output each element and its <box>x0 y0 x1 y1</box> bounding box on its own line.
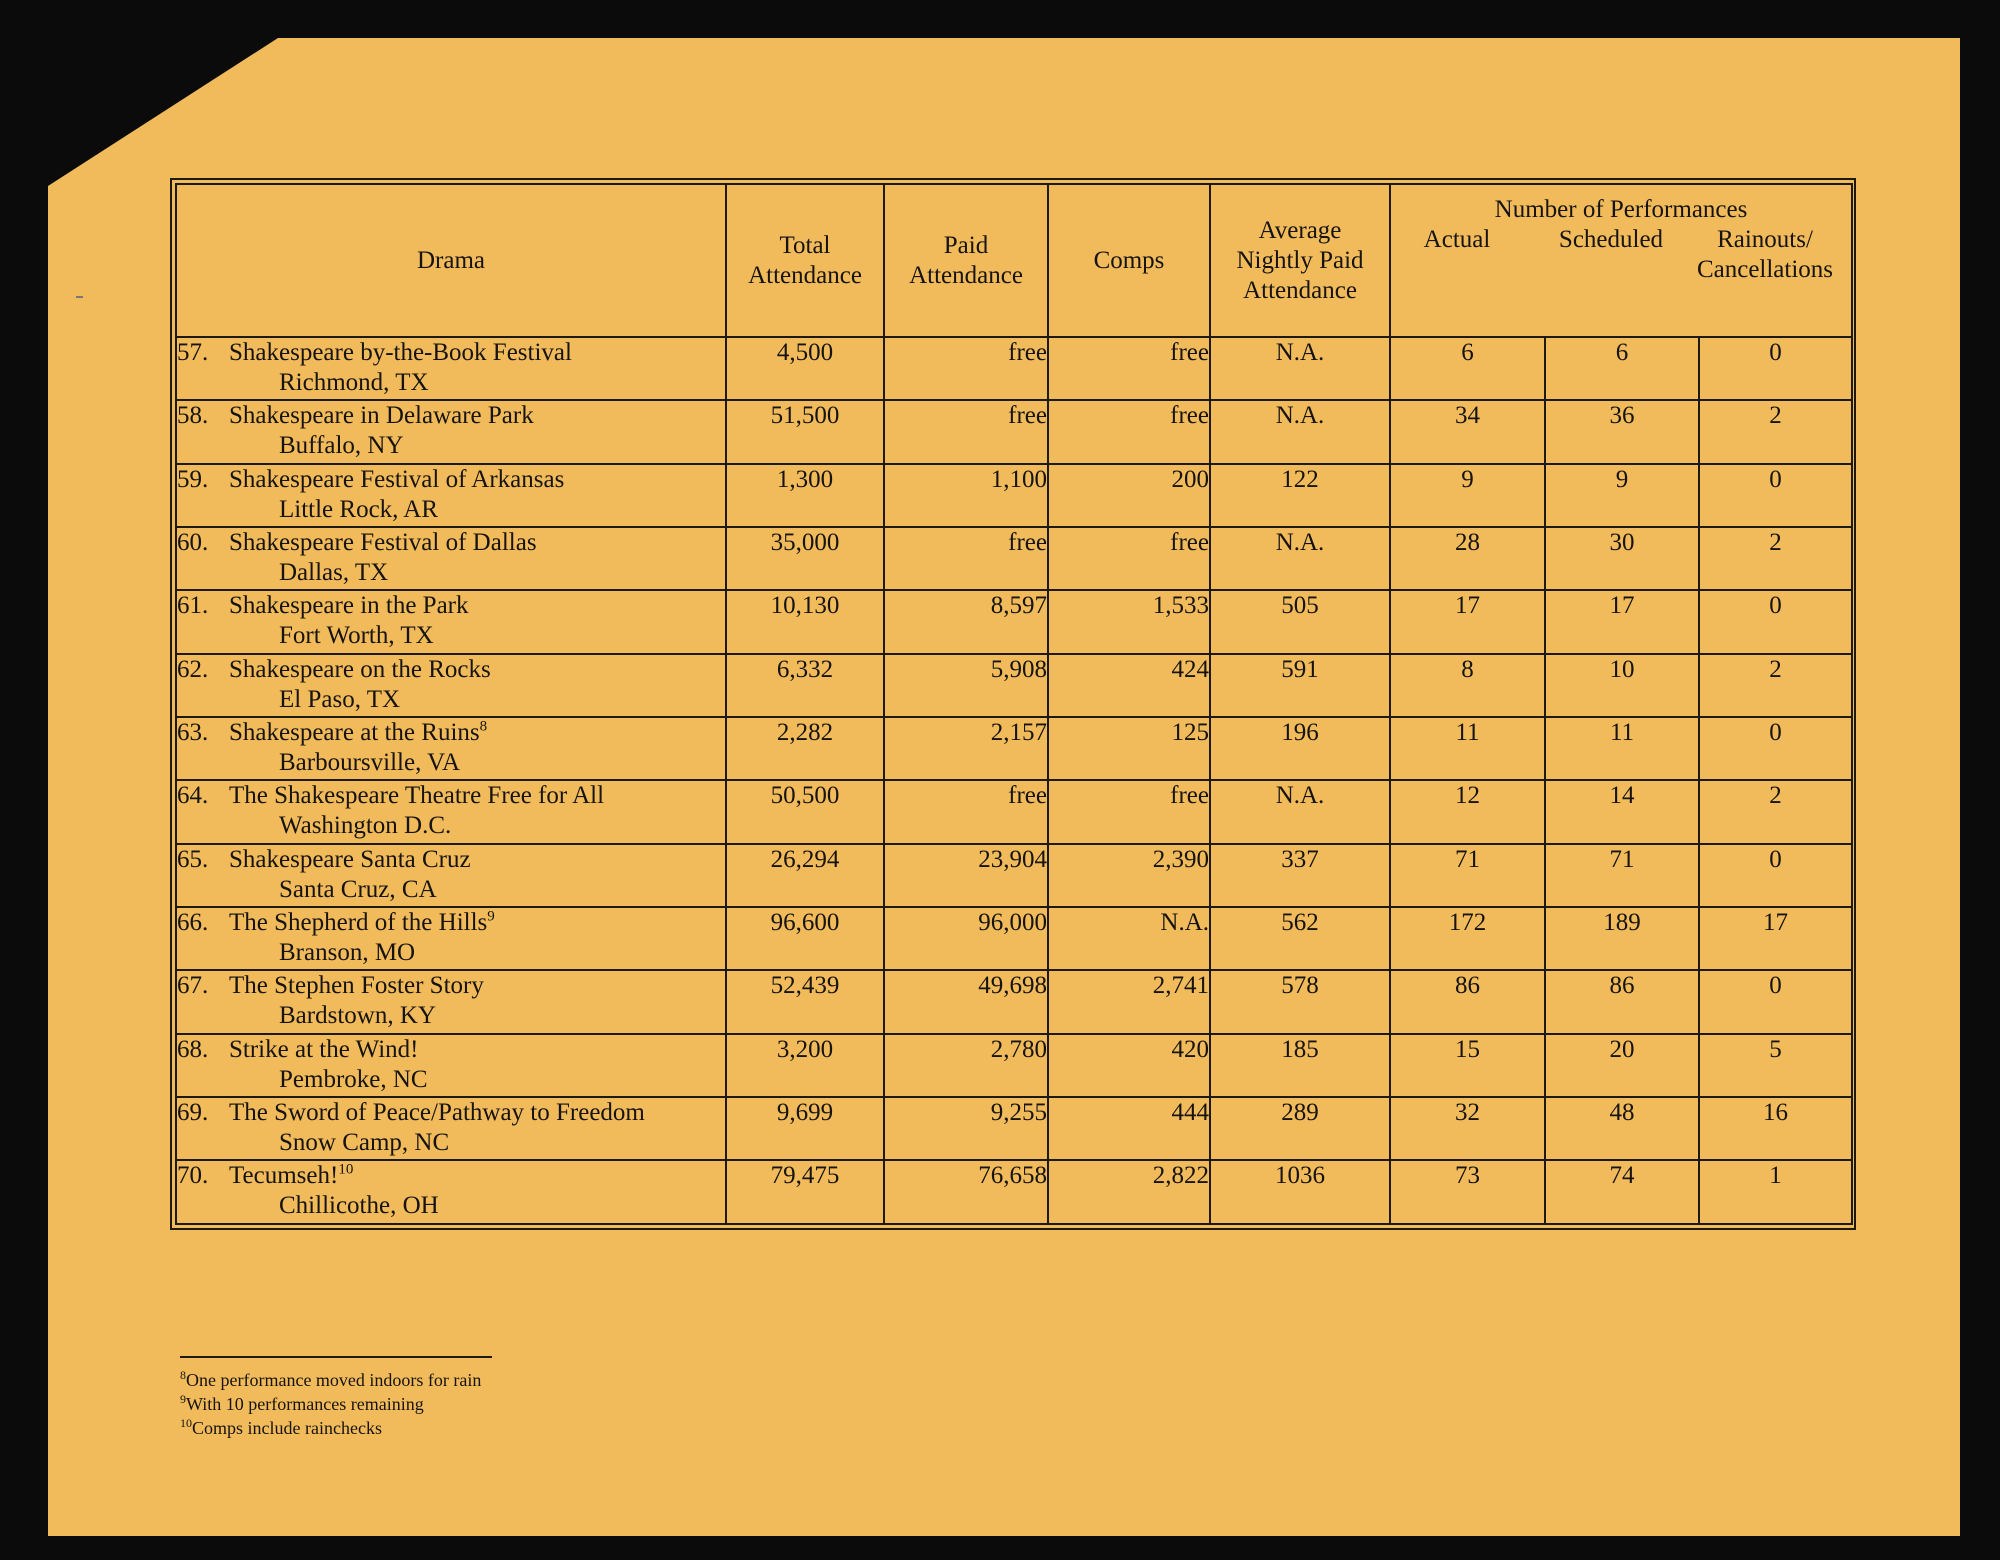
cell-actual: 32 <box>1390 1097 1545 1160</box>
row-number: 62. <box>177 655 209 683</box>
table-row <box>176 907 1852 970</box>
cell-comps: 424 <box>1048 654 1210 717</box>
drama-location: Bardstown, KY <box>279 1002 436 1030</box>
cell-scheduled: 10 <box>1545 654 1699 717</box>
cell-total-attendance: 6,332 <box>726 654 884 717</box>
cell-total-attendance: 26,294 <box>726 844 884 907</box>
cell-paid-attendance: 9,255 <box>884 1097 1048 1160</box>
cell-drama <box>176 654 726 717</box>
row-number: 57. <box>177 339 209 366</box>
cell-average-nightly: 337 <box>1210 844 1390 907</box>
cell-actual: 11 <box>1390 717 1545 780</box>
table-row <box>176 717 1852 780</box>
table-row <box>176 844 1852 907</box>
header-comps: Comps <box>1048 184 1210 337</box>
cell-total-attendance: 9,699 <box>726 1097 884 1160</box>
footnote-9: $^9$With 10 performances remaining <box>180 1392 424 1414</box>
cell-average-nightly: N.A. <box>1210 780 1390 843</box>
table-body <box>176 337 1852 1224</box>
cell-comps: N.A. <box>1048 907 1210 970</box>
cell-total-attendance: 52,439 <box>726 970 884 1033</box>
table-row <box>176 1160 1852 1224</box>
scan-mark <box>76 296 83 298</box>
row-number: 58. <box>177 402 209 430</box>
cell-drama <box>176 590 726 653</box>
drama-name: Shakespeare in Delaware Park <box>229 402 534 430</box>
cell-scheduled: 71 <box>1545 844 1699 907</box>
cell-paid-attendance: 76,658 <box>884 1160 1048 1224</box>
cell-rainouts: 16 <box>1699 1097 1852 1160</box>
table-row <box>176 464 1852 527</box>
cell-drama <box>176 400 726 463</box>
drama-name: The Stephen Foster Story <box>229 972 484 1000</box>
cell-drama <box>176 844 726 907</box>
table-row <box>176 590 1852 653</box>
cell-actual: 172 <box>1390 907 1545 970</box>
cell-average-nightly: 122 <box>1210 464 1390 527</box>
row-number: 67. <box>177 972 209 1000</box>
cell-average-nightly: N.A. <box>1210 527 1390 590</box>
cell-actual: 17 <box>1390 590 1545 653</box>
row-number: 60. <box>177 529 209 557</box>
cell-paid-attendance: free <box>884 780 1048 843</box>
cell-drama <box>176 1160 726 1224</box>
cell-paid-attendance: 1,100 <box>884 464 1048 527</box>
cell-scheduled: 48 <box>1545 1097 1699 1160</box>
drama-location: Buffalo, NY <box>279 432 404 460</box>
cell-total-attendance: 96,600 <box>726 907 884 970</box>
cell-rainouts: 0 <box>1699 590 1852 653</box>
cell-comps: free <box>1048 400 1210 463</box>
cell-rainouts: 0 <box>1699 337 1852 400</box>
cell-scheduled: 6 <box>1545 337 1699 400</box>
drama-name: The Shepherd of the Hills <box>229 909 488 937</box>
drama-location: Branson, MO <box>279 939 416 967</box>
cell-drama <box>176 337 726 400</box>
cell-drama <box>176 970 726 1033</box>
cell-rainouts: 0 <box>1699 970 1852 1033</box>
table-row <box>176 527 1852 590</box>
cell-total-attendance: 3,200 <box>726 1034 884 1097</box>
cell-total-attendance: 2,282 <box>726 717 884 780</box>
drama-name: Tecumseh! <box>229 1162 339 1190</box>
cell-rainouts: 17 <box>1699 907 1852 970</box>
cell-comps: 2,390 <box>1048 844 1210 907</box>
cell-scheduled: 74 <box>1545 1160 1699 1224</box>
cell-actual: 9 <box>1390 464 1545 527</box>
cell-rainouts: 2 <box>1699 654 1852 717</box>
cell-actual: 28 <box>1390 527 1545 590</box>
footnote-rule <box>180 1356 492 1358</box>
cell-scheduled: 20 <box>1545 1034 1699 1097</box>
cell-paid-attendance: 96,000 <box>884 907 1048 970</box>
drama-location: Barboursville, VA <box>279 749 461 777</box>
cell-drama <box>176 1097 726 1160</box>
cell-comps: 1,533 <box>1048 590 1210 653</box>
drama-name: Shakespeare Santa Cruz <box>229 845 471 873</box>
cell-total-attendance: 50,500 <box>726 780 884 843</box>
drama-location: El Paso, TX <box>279 685 401 713</box>
cell-total-attendance: 10,130 <box>726 590 884 653</box>
cell-comps: 200 <box>1048 464 1210 527</box>
performances-title: Number of Performances <box>1494 196 1748 223</box>
table-row <box>176 400 1852 463</box>
header-total-attendance: Total Attendance <box>726 184 884 337</box>
drama-name: Strike at the Wind! <box>229 1035 419 1063</box>
cell-actual: 12 <box>1390 780 1545 843</box>
drama-name: Shakespeare by-the-Book Festival <box>229 339 572 366</box>
cell-average-nightly: 185 <box>1210 1034 1390 1097</box>
drama-location: Pembroke, NC <box>279 1065 428 1093</box>
cell-average-nightly: 196 <box>1210 717 1390 780</box>
cell-drama <box>176 780 726 843</box>
cell-actual: 71 <box>1390 844 1545 907</box>
table-row <box>176 1034 1852 1097</box>
table-row <box>176 780 1852 843</box>
cell-comps: free <box>1048 527 1210 590</box>
cell-drama <box>176 527 726 590</box>
header-scheduled: Scheduled <box>1558 226 1664 253</box>
cell-total-attendance: 4,500 <box>726 337 884 400</box>
cell-paid-attendance: 8,597 <box>884 590 1048 653</box>
cell-actual: 15 <box>1390 1034 1545 1097</box>
cell-actual: 8 <box>1390 654 1545 717</box>
cell-drama <box>176 717 726 780</box>
attendance-table <box>175 183 1853 1225</box>
drama-name: Shakespeare Festival of Arkansas <box>229 465 565 493</box>
cell-paid-attendance: free <box>884 400 1048 463</box>
drama-location: Fort Worth, TX <box>279 622 434 650</box>
footnote-8: $^8$One performance moved indoors for rain <box>180 1368 482 1390</box>
attendance-table-frame <box>170 178 1856 1230</box>
drama-name: Shakespeare in the Park <box>229 592 469 620</box>
header-average-nightly: Average Nightly Paid Attendance <box>1210 184 1390 337</box>
header-drama: Drama <box>176 184 726 337</box>
cell-actual: 34 <box>1390 400 1545 463</box>
cell-scheduled: 9 <box>1545 464 1699 527</box>
table-row <box>176 654 1852 717</box>
footnotes <box>180 1368 481 1440</box>
cell-scheduled: 36 <box>1545 400 1699 463</box>
table-row <box>176 970 1852 1033</box>
cell-rainouts: 1 <box>1699 1160 1852 1224</box>
cell-comps: 2,822 <box>1048 1160 1210 1224</box>
drama-location: Snow Camp, NC <box>279 1129 450 1157</box>
cell-paid-attendance: 49,698 <box>884 970 1048 1033</box>
cell-paid-attendance: 5,908 <box>884 654 1048 717</box>
drama-name: The Shakespeare Theatre Free for All <box>229 782 605 810</box>
cell-scheduled: 86 <box>1545 970 1699 1033</box>
cell-drama <box>176 907 726 970</box>
cell-paid-attendance: 2,780 <box>884 1034 1048 1097</box>
cell-scheduled: 11 <box>1545 717 1699 780</box>
cell-paid-attendance: free <box>884 527 1048 590</box>
drama-location: Little Rock, AR <box>279 495 439 523</box>
row-number: 68. <box>177 1035 209 1063</box>
cell-comps: 2,741 <box>1048 970 1210 1033</box>
drama-location: Santa Cruz, CA <box>279 875 437 903</box>
row-number: 70. <box>177 1162 209 1190</box>
row-number: 65. <box>177 845 209 873</box>
cell-scheduled: 189 <box>1545 907 1699 970</box>
cell-total-attendance: 79,475 <box>726 1160 884 1224</box>
cell-paid-attendance: 23,904 <box>884 844 1048 907</box>
footnote-ref: 9 <box>487 908 495 925</box>
cell-drama <box>176 1034 726 1097</box>
cell-rainouts: 2 <box>1699 527 1852 590</box>
cell-average-nightly: 591 <box>1210 654 1390 717</box>
row-number: 66. <box>177 909 209 937</box>
cell-rainouts: 5 <box>1699 1034 1852 1097</box>
cell-scheduled: 30 <box>1545 527 1699 590</box>
cell-actual: 73 <box>1390 1160 1545 1224</box>
cell-total-attendance: 35,000 <box>726 527 884 590</box>
cell-comps: free <box>1048 780 1210 843</box>
cell-rainouts: 2 <box>1699 400 1852 463</box>
cell-average-nightly: 1036 <box>1210 1160 1390 1224</box>
cell-average-nightly: N.A. <box>1210 400 1390 463</box>
cell-drama <box>176 464 726 527</box>
header-row <box>176 184 1852 337</box>
cell-rainouts: 0 <box>1699 464 1852 527</box>
cell-average-nightly: N.A. <box>1210 337 1390 400</box>
row-number: 61. <box>177 592 209 620</box>
header-actual: Actual <box>1423 226 1491 253</box>
cell-scheduled: 17 <box>1545 590 1699 653</box>
cell-total-attendance: 51,500 <box>726 400 884 463</box>
cell-comps: free <box>1048 337 1210 400</box>
drama-location: Dallas, TX <box>279 559 389 587</box>
cell-average-nightly: 578 <box>1210 970 1390 1033</box>
drama-location: Washington D.C. <box>279 812 452 840</box>
header-number-of-performances <box>1390 184 1852 337</box>
header-paid-attendance: Paid Attendance <box>884 184 1048 337</box>
cell-average-nightly: 505 <box>1210 590 1390 653</box>
table-row <box>176 337 1852 400</box>
row-number: 63. <box>177 719 209 747</box>
row-number: 64. <box>177 782 209 810</box>
cell-comps: 420 <box>1048 1034 1210 1097</box>
drama-location: Richmond, TX <box>279 369 429 396</box>
table-row <box>176 1097 1852 1160</box>
row-number: 59. <box>177 465 209 493</box>
footnote-ref: 10 <box>338 1162 354 1179</box>
cell-rainouts: 0 <box>1699 717 1852 780</box>
cell-rainouts: 2 <box>1699 780 1852 843</box>
cell-actual: 6 <box>1390 337 1545 400</box>
cell-paid-attendance: free <box>884 337 1048 400</box>
drama-name: The Sword of Peace/Pathway to Freedom <box>229 1099 645 1127</box>
cell-average-nightly: 289 <box>1210 1097 1390 1160</box>
cell-comps: 444 <box>1048 1097 1210 1160</box>
drama-name: Shakespeare on the Rocks <box>229 655 491 683</box>
footnote-10: $^{10}$Comps include rainchecks <box>180 1416 382 1438</box>
cell-total-attendance: 1,300 <box>726 464 884 527</box>
cell-rainouts: 0 <box>1699 844 1852 907</box>
cell-actual: 86 <box>1390 970 1545 1033</box>
drama-location: Chillicothe, OH <box>279 1192 439 1220</box>
header-rainouts: Rainouts/ Cancellations <box>1696 226 1834 283</box>
drama-name: Shakespeare Festival of Dallas <box>229 529 537 557</box>
drama-name: Shakespeare at the Ruins <box>229 719 480 747</box>
cell-comps: 125 <box>1048 717 1210 780</box>
cell-average-nightly: 562 <box>1210 907 1390 970</box>
footnote-ref: 8 <box>479 718 488 735</box>
cell-paid-attendance: 2,157 <box>884 717 1048 780</box>
row-number: 69. <box>177 1099 209 1127</box>
cell-scheduled: 14 <box>1545 780 1699 843</box>
